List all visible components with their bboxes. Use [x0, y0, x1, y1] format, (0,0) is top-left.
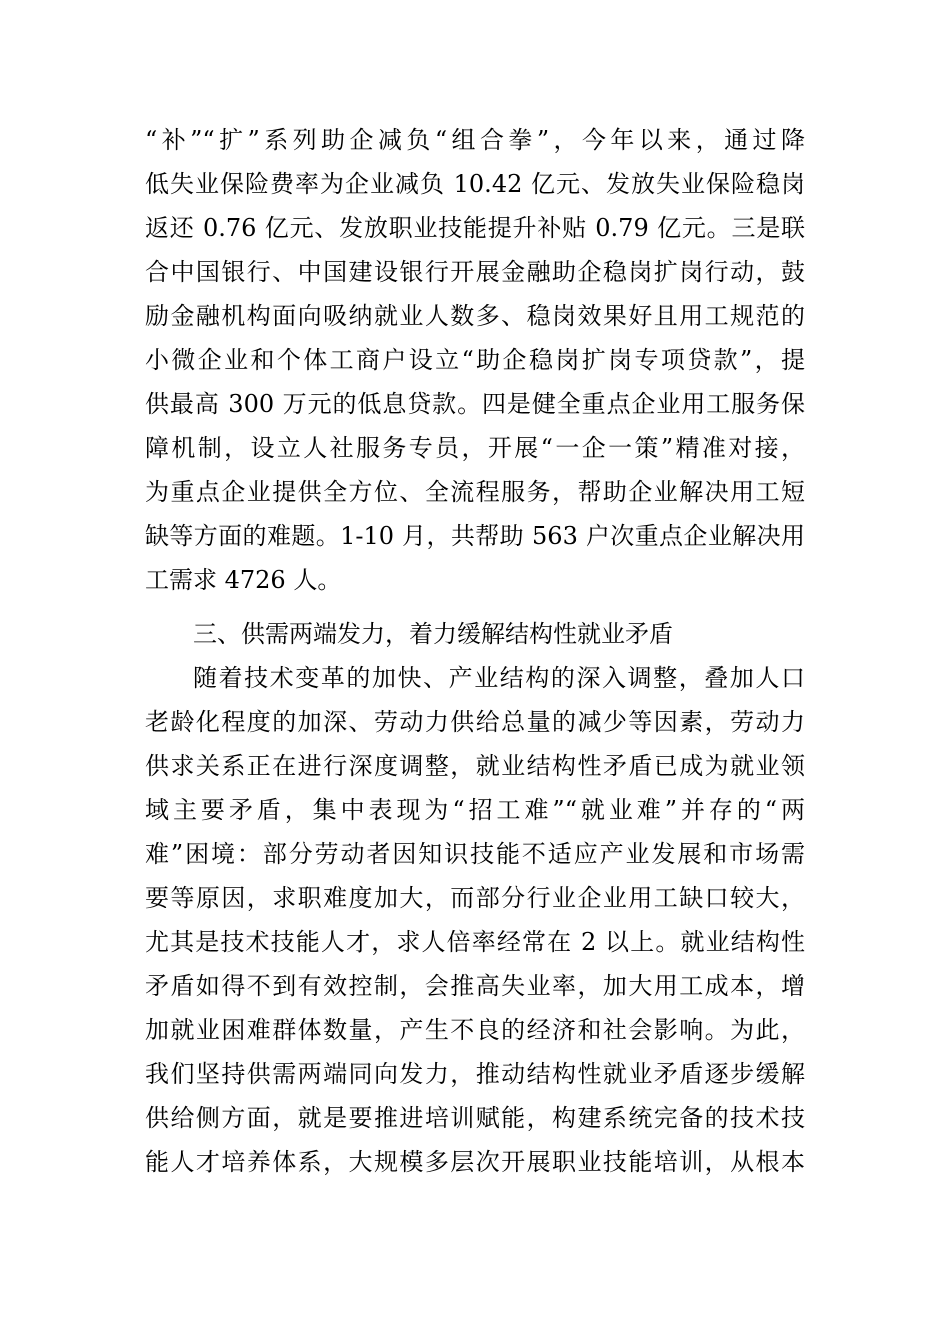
paragraph-1-line-4: 合中国银行、中国建设银行开展金融助企稳岗扩岗行动，鼓 — [145, 258, 805, 286]
paragraph-2-line-9: 加就业困难群体数量，产生不良的经济和社会影响。为此， — [145, 1016, 805, 1044]
paragraph-2-line-8: 矛盾如得不到有效控制，会推高失业率，加大用工成本，增 — [145, 972, 805, 1000]
paragraph-2-line-3: 供求关系正在进行深度调整，就业结构性矛盾已成为就业领 — [145, 752, 805, 780]
paragraph-2-line-11: 供给侧方面，就是要推进培训赋能，构建系统完备的技术技 — [145, 1104, 805, 1132]
paragraph-1-line-6: 小微企业和个体工商户设立“助企稳岗扩岗专项贷款”，提 — [145, 346, 805, 374]
paragraph-1-line-2: 低失业保险费率为企业减负 10.42 亿元、发放失业保险稳岗 — [145, 170, 805, 198]
paragraph-1-line-1: “补”“扩”系列助企减负“组合拳”，今年以来，通过降 — [145, 126, 805, 154]
paragraph-2-line-1: 随着技术变革的加快、产业结构的深入调整，叠加人口 — [193, 664, 805, 692]
paragraph-1-line-11: 工需求 4726 人。 — [145, 566, 342, 594]
section-heading: 三、供需两端发力，着力缓解结构性就业矛盾 — [193, 620, 673, 648]
paragraph-2-line-10: 我们坚持供需两端同向发力，推动结构性就业矛盾逐步缓解 — [145, 1060, 805, 1088]
paragraph-1-line-7: 供最高 300 万元的低息贷款。四是健全重点企业用工服务保 — [145, 390, 805, 418]
paragraph-1-line-8: 障机制，设立人社服务专员，开展“一企一策”精准对接， — [145, 434, 805, 462]
paragraph-2-line-12: 能人才培养体系，大规模多层次开展职业技能培训，从根本 — [145, 1148, 805, 1176]
paragraph-1-line-10: 缺等方面的难题。1-10 月，共帮助 563 户次重点企业解决用 — [145, 522, 805, 550]
paragraph-1-line-5: 励金融机构面向吸纳就业人数多、稳岗效果好且用工规范的 — [145, 302, 805, 330]
paragraph-1-line-3: 返还 0.76 亿元、发放职业技能提升补贴 0.79 亿元。三是联 — [145, 214, 805, 242]
paragraph-1-line-9: 为重点企业提供全方位、全流程服务，帮助企业解决用工短 — [145, 478, 805, 506]
paragraph-2-line-6: 要等原因，求职难度加大，而部分行业企业用工缺口较大， — [145, 884, 805, 912]
paragraph-2-line-7: 尤其是技术技能人才，求人倍率经常在 2 以上。就业结构性 — [145, 928, 805, 956]
paragraph-2-line-4: 域主要矛盾，集中表现为“招工难”“就业难”并存的“两 — [145, 796, 805, 824]
paragraph-2-line-2: 老龄化程度的加深、劳动力供给总量的减少等因素，劳动力 — [145, 708, 805, 736]
paragraph-2-line-5: 难”困境：部分劳动者因知识技能不适应产业发展和市场需 — [145, 840, 805, 868]
